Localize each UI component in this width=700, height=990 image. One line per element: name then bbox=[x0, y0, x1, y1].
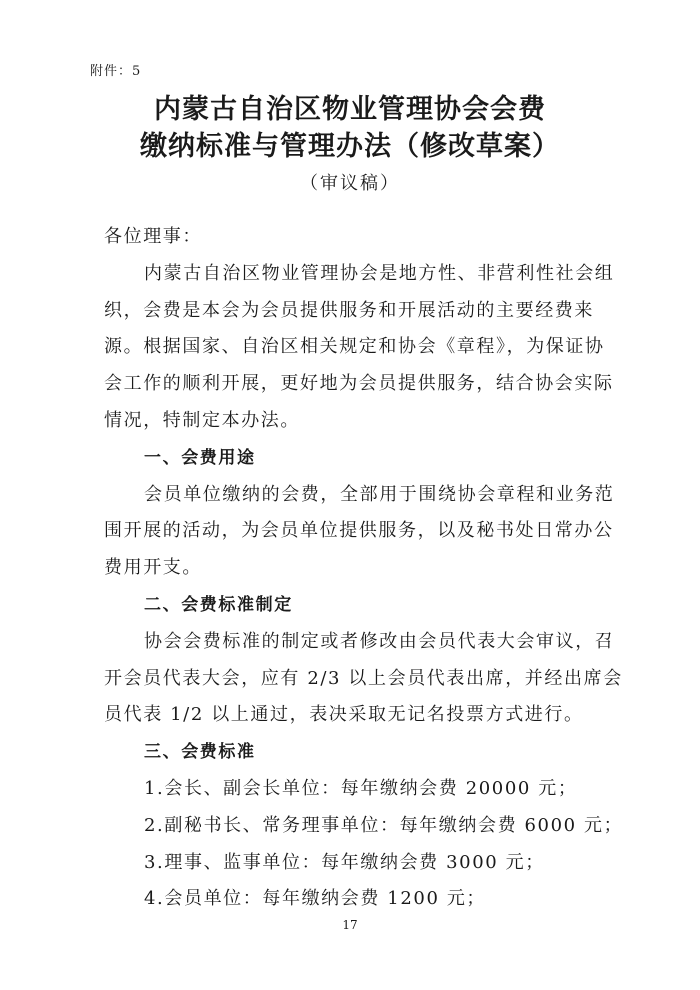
section-fee-standards bbox=[104, 734, 624, 918]
section-heading: 三、会费标准 bbox=[144, 742, 256, 763]
fee-item: 1.会长、副会长单位：每年缴纳会费 20000 元； bbox=[144, 777, 578, 799]
intro-line: 情况，特制定本办法。 bbox=[104, 409, 300, 431]
salutation: 各位理事： bbox=[104, 226, 202, 247]
intro-line: 源。根据国家、自治区相关规定和协会《章程》，为保证协 bbox=[104, 336, 605, 358]
fee-item: 2.副秘书长、常务理事单位：每年缴纳会费 6000 元； bbox=[144, 814, 624, 836]
section-heading: 一、会费用途 bbox=[144, 447, 256, 468]
document-subtitle: （审议稿） bbox=[300, 173, 400, 194]
attachment-label: 附件：5 bbox=[90, 64, 142, 79]
intro-line: 织，会费是本会为会员提供服务和开展活动的主要经费来 bbox=[104, 299, 594, 321]
section-line: 围开展的活动，为会员单位提供服务，以及秘书处日常办公 bbox=[104, 520, 614, 542]
page-number: 17 bbox=[342, 918, 358, 932]
section-line: 会员单位缴纳的会费，全部用于围绕协会章程和业务范 bbox=[144, 483, 615, 505]
document-title-line-2: 缴纳标准与管理办法（修改草案） bbox=[140, 131, 560, 162]
section-line: 开会员代表大会，应有 2/3 以上会员代表出席，并经出席会 bbox=[104, 667, 623, 689]
section-line: 员代表 1/2 以上通过，表决采取无记名投票方式进行。 bbox=[104, 704, 584, 726]
section-heading: 二、会费标准制定 bbox=[144, 594, 293, 615]
intro-paragraph bbox=[104, 256, 615, 440]
fee-item: 4.会员单位：每年缴纳会费 1200 元； bbox=[144, 888, 487, 910]
intro-line: 内蒙古自治区物业管理协会是地方性、非营利性社会组 bbox=[144, 262, 615, 284]
intro-line: 会工作的顺利开展，更好地为会员提供服务，结合协会实际 bbox=[104, 373, 614, 395]
section-line: 费用开支。 bbox=[104, 557, 202, 579]
section-fee-standard-setting bbox=[104, 587, 623, 734]
document-title-line-1: 内蒙古自治区物业管理协会会费 bbox=[154, 94, 546, 125]
section-line: 协会会费标准的制定或者修改由会员代表大会审议，召 bbox=[144, 630, 615, 652]
document-body bbox=[104, 219, 624, 918]
section-fee-usage bbox=[104, 440, 615, 587]
fee-item: 3.理事、监事单位：每年缴纳会费 3000 元； bbox=[144, 851, 545, 873]
